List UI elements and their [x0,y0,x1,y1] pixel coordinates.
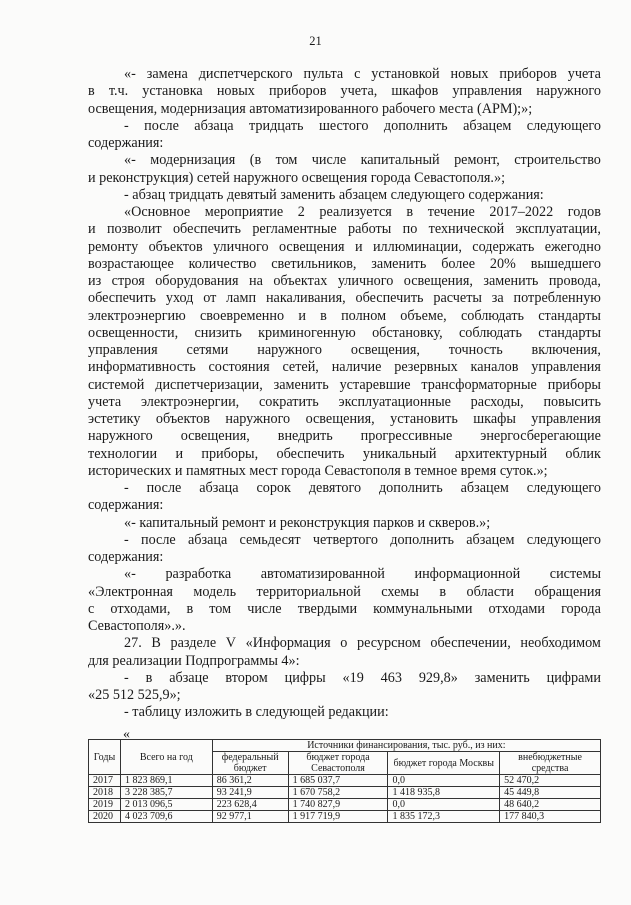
table-row [89,787,601,799]
text-line: - после абзаца сорок девятого дополнить абзацем следующего [124,480,601,496]
table-cell: 1 685 037,7 [288,775,388,787]
page-number: 21 [309,34,322,48]
text-line: технологии и приборы, обеспечить уникальный архитектурный облик [88,445,601,462]
table-cell: 0,0 [388,775,500,787]
table-cell: 1 740 827,9 [288,799,388,811]
text-line: для реализации Подпрограммы 4»: [88,652,300,669]
text-line: содержания: [88,497,164,514]
text-line: «Электронная модель территориальной схемы в области обращения [88,583,601,600]
text-line: «- модернизация (в том числе капитальный ремонт, строительство [124,152,601,169]
text-line: исторических и памятных мест города Севастополя в темное время суток.»; [88,462,548,479]
text-line: - абзац тридцать девятый заменить абзацем следующего содержания: [124,186,544,203]
table-row [89,799,601,811]
table-cell: 4 023 709,6 [120,811,212,823]
text-line: содержания: [88,135,164,151]
text-line: 27. В разделе V «Информация о ресурсном обеспечении, необходимом [124,635,601,652]
table-cell: 92 977,1 [212,811,288,823]
table-cell: 223 628,4 [212,799,288,811]
text-line: и реконструкция) сетей наружного освещения города Севастополя.»; [88,169,506,186]
text-line: и позволит обеспечить регламентные работы по технической эксплуатации, [88,221,601,238]
text-line: «Основное мероприятие 2 реализуется в течение 2017–2022 годов [124,204,601,220]
text-line: эстетику объектов наружного освещения, установить шкафы управления [88,411,601,427]
table-cell: 177 840,3 [500,811,601,823]
header-sevastopol: бюджет города Севастополя [288,752,388,775]
table-cell: 48 640,2 [500,799,601,811]
text-line: - таблицу изложить в следующей редакции: [124,704,389,721]
text-line: электроэнергию своевременно и в полном объеме, соблюдать стандарты [88,307,601,324]
text-line: «- замена диспетчерского пульта с установкой новых приборов учета [124,66,601,82]
table-cell: 86 361,2 [212,775,288,787]
table-cell: 1 917 719,9 [288,811,388,823]
table-cell: 1 835 172,3 [388,811,500,823]
table-cell: 93 241,9 [212,787,288,799]
table-body [89,775,601,823]
text-line: освещенности, снизить криминогенную обстановку, соблюдать стандарты [88,324,601,341]
table-cell: 1 418 935,8 [388,787,500,799]
header-sources: Источники финансирования, тыс. руб., из них: [212,740,600,752]
table-cell: 2 013 096,5 [120,799,212,811]
text-line: системой диспетчеризации, заменить устаревшие трансформаторные приборы [88,376,601,393]
financing-table [88,739,601,823]
text-line: возрастающее количество светильников, заменить более 20% вышедшего [88,255,601,272]
text-line: в т.ч. установка новых приборов учета, шкафов управления наружного [88,83,601,100]
text-line: обеспечить уход от ламп накаливания, обеспечить расчеты за потребленную [88,290,601,307]
header-offbudget: внебюджетные средства [500,752,601,775]
text-line: информативность состояния сетей, наличие резервных каналов управления [88,359,601,376]
text-line: - в абзаце втором цифры «19 463 929,8» заменить цифрами [124,669,601,686]
table-row [89,775,601,787]
table-cell: 0,0 [388,799,500,811]
header-moscow: бюджет города Москвы [388,752,500,775]
text-line: «- капитальный ремонт и реконструкция парков и скверов.»; [124,514,491,531]
table-cell: 2020 [89,811,121,823]
table-cell: 2017 [89,775,121,787]
text-line: - после абзаца тридцать шестого дополнить абзацем следующего [124,117,601,134]
table-cell: 1 823 869,1 [120,775,212,787]
table-cell: 2019 [89,799,121,811]
table-cell: 3 228 385,7 [120,787,212,799]
table-cell: 1 670 758,2 [288,787,388,799]
text-line: освещения, модернизация автоматизированного рабочего места (АРМ);»; [88,100,533,117]
text-line: наружного освещения, внедрить прогрессивные энергосберегающие [88,428,601,445]
table-cell: 2018 [89,787,121,799]
text-line: содержания: [88,549,164,565]
text-line: Севастополя».». [88,618,186,634]
table-cell: 52 470,2 [500,775,601,787]
text-line: с отходами, в том числе твердыми коммунальными отходами города [88,600,601,617]
text-line: из строя оборудования на объектах уличного освещения, заменить провода, [88,273,601,289]
header-years: Годы [89,740,121,775]
text-line: учета электроэнергии, сократить эксплуатационные расходы, повысить [88,393,601,410]
table-opening-quote: « [123,727,130,742]
text-line: - после абзаца семьдесят четвертого дополнить абзацем следующего [124,531,601,548]
header-federal: федеральный бюджет [212,752,288,775]
text-line: «- разработка автоматизированной информационной системы [124,566,601,583]
table-cell: 45 449,8 [500,787,601,799]
header-total: Всего на год [120,740,212,775]
text-line: управления сетями наружного освещения, точность включения, [88,342,601,358]
text-line: ремонту объектов уличного освещения и иллюминации, содержать ежегодно [88,238,601,255]
table-row [89,811,601,823]
text-line: «25 512 525,9»; [88,687,181,703]
